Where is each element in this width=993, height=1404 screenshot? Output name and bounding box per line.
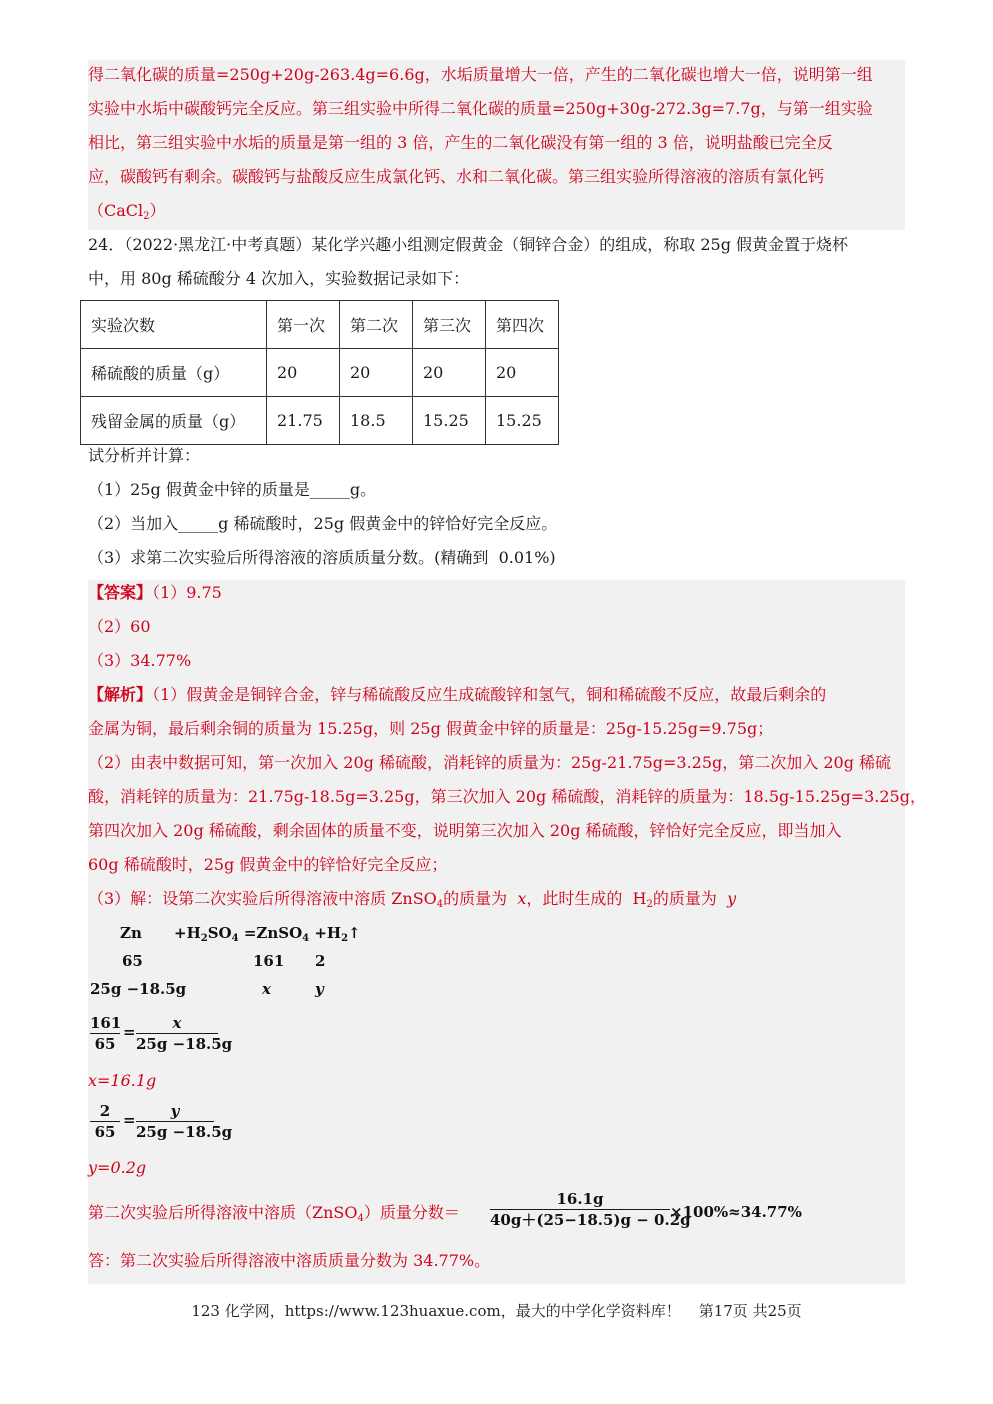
question-line: 中，用 80g 稀硫酸分 4 次加入，实验数据记录如下： — [88, 269, 470, 288]
explanation-line: 应，碳酸钙有剩余。碳酸钙与盐酸反应生成氯化钙、水和二氧化碳。第三组实验所得溶液的溶质有氯化钙 — [88, 167, 825, 186]
eq-quantity-x: x — [262, 980, 271, 998]
y-result: y=0.2g — [88, 1158, 147, 1177]
sub-questions — [88, 444, 905, 580]
table-cell: 20 — [486, 349, 559, 397]
eq-mass-h2: 2 — [315, 952, 326, 970]
question-24 — [88, 230, 905, 300]
analysis-line: 酸，消耗锌的质量为：21.75g-18.5g=3.25g，第三次加入 20g 稀硫酸，消耗锌的质量为：18.5g-15.25g=3.25g， — [88, 787, 926, 806]
fraction-y: y 25g −18.5g — [136, 1102, 233, 1141]
eq-quantity-zn: 25g −18.5g — [90, 980, 187, 998]
analysis-line: 第四次加入 20g 稀硫酸，剩余固体的质量不变，说明第三次加入 20g 稀硫酸，锌恰好完全反应，即当加入 — [88, 821, 842, 840]
equals-sign: = — [123, 1111, 136, 1129]
answer-analysis — [88, 580, 926, 1284]
explanation-formula: （CaCl$_2$） — [88, 201, 166, 222]
table-cell: 20 — [267, 349, 340, 397]
top-explanation — [88, 60, 905, 230]
experiment-table — [80, 300, 559, 445]
table-cell: 21.75 — [267, 397, 340, 445]
prompt-intro: 试分析并计算： — [88, 446, 201, 465]
chemical-equation — [88, 920, 488, 1010]
table-header-cell: 第二次 — [340, 301, 413, 349]
table-cell: 15.25 — [486, 397, 559, 445]
eq-reaction: $+H_2SO_4$ =ZnSO$_4$ $+H_2↑$ — [174, 924, 361, 944]
eq-zn: Zn — [120, 924, 142, 942]
page-footer — [0, 1300, 993, 1321]
table-cell: 18.5 — [340, 397, 413, 445]
table-cell: 20 — [340, 349, 413, 397]
prompt-q1: （1）25g 假黄金中锌的质量是_____g。 — [88, 480, 377, 499]
table-header-cell: 第三次 — [413, 301, 486, 349]
fraction-x: x 25g −18.5g — [136, 1014, 233, 1053]
answer-line-2: （2）60 — [88, 617, 151, 636]
final-percent: ×100%≈34.77% — [670, 1203, 802, 1221]
explanation-line: 实验中水垢中碳酸钙完全反应。第三组实验中所得二氧化碳的质量=250g+30g-272.3g=7.7g，与第一组实验 — [88, 99, 873, 118]
x-result: x=16.1g — [88, 1071, 157, 1090]
fraction-2-65: 2 65 — [90, 1102, 120, 1141]
page-number: 第17页 共25页 — [698, 1302, 802, 1320]
footer-site: 123 化学网，https://www.123huaxue.com，最大的中学化学资料库！ — [191, 1302, 681, 1320]
eq-mass-zn: 65 — [122, 952, 143, 970]
table-header-row — [81, 301, 559, 349]
analysis-tag: 【解析】 — [88, 685, 153, 704]
prompt-q2: （2）当加入_____g 稀硫酸时，25g 假黄金中的锌恰好完全反应。 — [88, 514, 558, 533]
table-cell: 稀硫酸的质量（g） — [81, 349, 267, 397]
table-cell: 20 — [413, 349, 486, 397]
table-row — [81, 397, 559, 445]
analysis-line: 60g 稀硫酸时，25g 假黄金中的锌恰好完全反应； — [88, 855, 448, 874]
eq-mass-znso4: 161 — [253, 952, 285, 970]
analysis-line: （2）由表中数据可知，第一次加入 20g 稀硫酸，消耗锌的质量为：25g-21.75g=3.25g，第二次加入 20g 稀硫 — [88, 753, 892, 772]
analysis-line: 金属为铜，最后剩余铜的质量为 15.25g，则 25g 假黄金中锌的质量是：25g-15.25g=9.75g； — [88, 719, 774, 738]
final-fraction: 16.1g 40g＋(25−18.5)g − 0.2g — [490, 1190, 691, 1229]
answer-tag: 【答案】 — [88, 583, 153, 602]
question-line: 24．（2022·黑龙江·中考真题）某化学兴趣小组测定假黄金（铜锌合金）的组成，称取 25g 假黄金置于烧杯 — [88, 235, 849, 254]
final-calc-label: 第二次实验后所得溶液中溶质（ZnSO$_4$）质量分数＝ — [88, 1203, 460, 1224]
table-cell: 残留金属的质量（g） — [81, 397, 267, 445]
table-header-cell: 第一次 — [267, 301, 340, 349]
analysis-line: 【解析】（1）假黄金是铜锌合金，锌与稀硫酸反应生成硫酸锌和氢气，铜和稀硫酸不反应，故最后剩余的 — [88, 685, 827, 704]
table-row — [81, 349, 559, 397]
conclusion: 答：第二次实验后所得溶液中溶质质量分数为 34.77%。 — [88, 1251, 491, 1270]
table-header-cell: 实验次数 — [81, 301, 267, 349]
explanation-line: 得二氧化碳的质量=250g+20g-263.4g=6.6g，水垢质量增大一倍，产生的二氧化碳也增大一倍，说明第一组 — [88, 65, 873, 84]
analysis-line: （3）解：设第二次实验后所得溶液中溶质 ZnSO$_4$的质量为 x，此时生成的 $H_2$的质量为 y — [88, 889, 737, 910]
answer-line-1: 【答案】（1）9.75 — [88, 583, 222, 602]
prompt-q3: （3）求第二次实验后所得溶液的溶质质量分数。(精确到 0.01%) — [88, 548, 556, 567]
explanation-line: 相比，第三组实验中水垢的质量是第一组的 3 倍，产生的二氧化碳没有第一组的 3 倍，说明盐酸已完全反 — [88, 133, 833, 152]
equals-sign: = — [123, 1023, 136, 1041]
gas-arrow-icon: ↑ — [348, 924, 361, 942]
eq-quantity-y: y — [315, 980, 324, 998]
fraction-161-65: 161 65 — [90, 1014, 122, 1053]
table-header-cell: 第四次 — [486, 301, 559, 349]
table-cell: 15.25 — [413, 397, 486, 445]
answer-line-3: （3）34.77% — [88, 651, 192, 670]
